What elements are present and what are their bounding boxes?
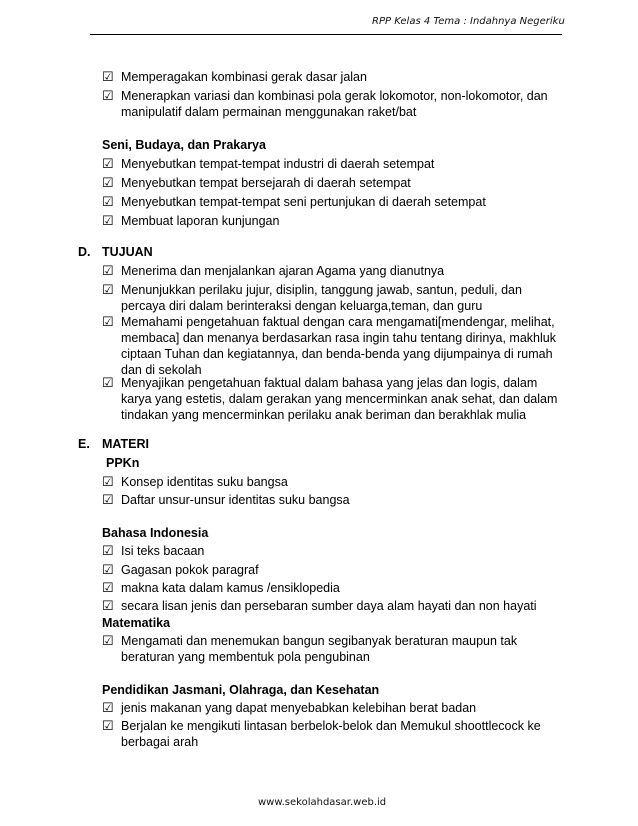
list-item: Gagasan pokok paragraf <box>121 563 259 577</box>
checkbox-icon: ☑ <box>102 562 114 577</box>
page-footer: www.sekolahdasar.web.id <box>258 797 387 808</box>
checkbox-icon: ☑ <box>102 282 114 297</box>
list-item-continuation: beraturan yang membentuk pola pengubinan <box>121 650 370 664</box>
list-item: Menyebutkan tempat-tempat seni pertunjukan di daerah setempat <box>121 195 486 209</box>
list-item: Mengamati dan menemukan bangun segibanyak beraturan maupun tak <box>121 634 518 648</box>
header-rule <box>90 34 562 35</box>
list-item: Berjalan ke mengikuti lintasan berbelok-belok dan Memukul shoottlecock ke <box>121 719 541 733</box>
list-item-continuation: manipulatif dalam permainan menggunakan raket/bat <box>121 105 417 119</box>
list-item: Membuat laporan kunjungan <box>121 214 280 228</box>
list-item-continuation: berbagai arah <box>121 735 199 749</box>
list-item-continuation: ciptaan Tuhan dan kegiatannya, dan benda-benda yang dijumpainya di rumah <box>121 347 553 361</box>
checkbox-icon: ☑ <box>102 175 114 190</box>
list-item: Menunjukkan perilaku jujur, disiplin, tanggung jawab, santun, peduli, dan <box>121 283 522 297</box>
checkbox-icon: ☑ <box>102 263 114 278</box>
list-item: secara lisan jenis dan persebaran sumber daya alam hayati dan non hayati <box>121 599 537 613</box>
checkbox-icon: ☑ <box>102 474 114 489</box>
list-item-continuation: karya yang estetis, dalam gerakan yang mencerminkan anak sehat, dan dalam <box>121 392 558 406</box>
list-item: Konsep identitas suku bangsa <box>121 475 288 489</box>
list-item-continuation: dan di sekolah <box>121 363 202 377</box>
list-item: Daftar unsur-unsur identitas suku bangsa <box>121 493 350 507</box>
checkbox-icon: ☑ <box>102 700 114 715</box>
list-item: jenis makanan yang dapat menyebabkan kelebihan berat badan <box>121 701 477 715</box>
checkbox-icon: ☑ <box>102 156 114 171</box>
section-heading-tujuan: TUJUAN <box>102 245 153 259</box>
checkbox-icon: ☑ <box>102 314 114 329</box>
list-item: Isi teks bacaan <box>121 544 205 558</box>
subject-heading-pjok: Pendidikan Jasmani, Olahraga, dan Kesehatan <box>102 683 380 697</box>
checkbox-icon: ☑ <box>102 543 114 558</box>
page-header: RPP Kelas 4 Tema : Indahnya Negeriku <box>372 16 565 27</box>
subject-heading-bahasa: Bahasa Indonesia <box>102 526 209 540</box>
list-item: Memahami pengetahuan faktual dengan cara mengamati[mendengar, melihat, <box>121 315 555 329</box>
list-item-continuation: percaya diri dalam berinteraksi dengan keluarga,teman, dan guru <box>121 299 483 313</box>
list-item-continuation: membaca] dan menanya berdasarkan rasa ingin tahu tentang dirinya, makhluk <box>121 331 556 345</box>
list-item: Menerima dan menjalankan ajaran Agama yang dianutnya <box>121 264 445 278</box>
checkbox-icon: ☑ <box>102 718 114 733</box>
checkbox-icon: ☑ <box>102 213 114 228</box>
list-item-continuation: tindakan yang mencerminkan perilaku anak beriman dan berakhlak mulia <box>121 408 527 422</box>
checkbox-icon: ☑ <box>102 598 114 613</box>
subject-heading-matematika: Matematika <box>102 616 171 630</box>
list-item: Menerapkan variasi dan kombinasi pola gerak lokomotor, non-lokomotor, dan <box>121 89 548 103</box>
subject-heading-ppkn: PPKn <box>106 456 140 470</box>
list-item: makna kata dalam kamus /ensiklopedia <box>121 581 340 595</box>
list-item: Menyebutkan tempat bersejarah di daerah setempat <box>121 176 411 190</box>
list-item: Memperagakan kombinasi gerak dasar jalan <box>121 70 367 84</box>
checkbox-icon: ☑ <box>102 69 114 84</box>
checkbox-icon: ☑ <box>102 580 114 595</box>
section-heading-materi: MATERI <box>102 437 149 451</box>
list-item: Menyajikan pengetahuan faktual dalam bahasa yang jelas dan logis, dalam <box>121 376 538 390</box>
checkbox-icon: ☑ <box>102 88 114 103</box>
checkbox-icon: ☑ <box>102 633 114 648</box>
list-item: Menyebutkan tempat-tempat industri di daerah setempat <box>121 157 435 171</box>
section-heading-sbdp: Seni, Budaya, dan Prakarya <box>102 138 266 152</box>
checkbox-icon: ☑ <box>102 375 114 390</box>
checkbox-icon: ☑ <box>102 492 114 507</box>
section-letter-e: E. <box>78 437 90 451</box>
checkbox-icon: ☑ <box>102 194 114 209</box>
section-letter-d: D. <box>78 245 91 259</box>
